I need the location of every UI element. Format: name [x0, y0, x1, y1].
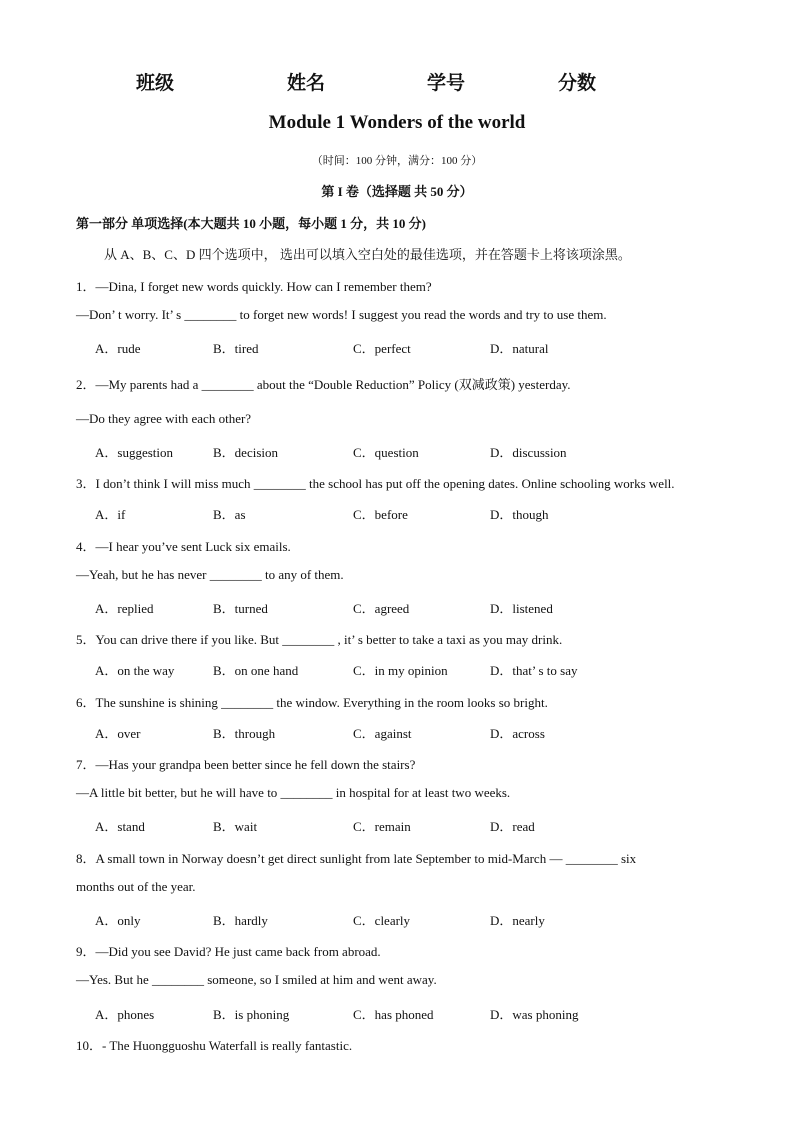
question-7-options [95, 816, 695, 834]
option-b: B．is phoning [213, 1007, 290, 1022]
question-2-stem: 2．—My parents had a ________ about the “Double Reduction” Policy (双减政策) yesterday. [76, 377, 571, 392]
option-a: A．phones [95, 1007, 155, 1022]
option-d: D．read [490, 819, 535, 834]
option-b: B．tired [213, 341, 259, 356]
name-label: 姓名 [287, 73, 326, 94]
option-b: B．through [213, 726, 276, 741]
question-3-options [95, 504, 695, 522]
option-a: A．stand [95, 819, 145, 834]
option-d: D．nearly [490, 913, 545, 928]
question-8-options [95, 910, 695, 928]
option-a: A．only [95, 913, 141, 928]
option-d: D．across [490, 726, 545, 741]
question-5-options [95, 660, 695, 678]
page-title: Module 1 Wonders of the world [268, 112, 526, 133]
question-4-stem-line2: —Yeah, but he has never ________ to any of them. [76, 567, 344, 582]
question-6-stem: 6．The sunshine is shining ________ the window. Everything in the room looks so bright. [76, 695, 548, 710]
question-1-stem-line2: —Don’ t worry. It’ s ________ to forget new words! I suggest you read the words and try to use them. [76, 307, 607, 322]
question-1-options [95, 338, 695, 356]
score-label: 分数 [558, 73, 597, 94]
option-b: B．on one hand [213, 663, 299, 678]
option-b: B．hardly [213, 913, 268, 928]
option-a: A．on the way [95, 663, 175, 678]
option-b: B．decision [213, 445, 278, 460]
option-c: C．agreed [353, 601, 410, 616]
question-4-stem: 4．—I hear you’ve sent Luck six emails. [76, 539, 291, 554]
question-10-stem: 10．- The Huongguoshu Waterfall is really fantastic. [76, 1038, 353, 1053]
question-7-stem: 7．—Has your grandpa been better since he fell down the stairs? [76, 757, 416, 772]
option-d: D．discussion [490, 445, 567, 460]
class-label: 班级 [136, 73, 175, 94]
option-c: C．against [353, 726, 412, 741]
question-9-options [95, 1004, 695, 1022]
option-b: B．wait [213, 819, 258, 834]
option-b: B．as [213, 507, 246, 522]
option-d: D．though [490, 507, 549, 522]
option-c: C．has phoned [353, 1007, 434, 1022]
option-d: D．that’ s to say [490, 663, 578, 678]
question-9-stem: 9．—Did you see David? He just came back from abroad. [76, 944, 381, 959]
question-8-stem-line2: months out of the year. [76, 879, 196, 894]
volume-heading: 第 I 卷（选择题 共 50 分） [321, 184, 473, 199]
option-a: A．rude [95, 341, 141, 356]
question-2-options [95, 442, 695, 460]
option-a: A．over [95, 726, 141, 741]
option-d: D．listened [490, 601, 553, 616]
student-id-label: 学号 [427, 73, 466, 94]
question-5-stem: 5．You can drive there if you like. But ________ , it’ s better to take a taxi as you may drink. [76, 632, 563, 647]
header-fields [0, 68, 794, 94]
option-d: D．natural [490, 341, 549, 356]
option-c: C．remain [353, 819, 411, 834]
question-7-stem-line2: —A little bit better, but he will have to ________ in hospital for at least two weeks. [76, 785, 511, 800]
section-heading: 第一部分 单项选择(本大题共 10 小题，每小题 1 分，共 10 分) [76, 216, 426, 231]
option-c: C．clearly [353, 913, 411, 928]
question-9-stem-line2: —Yes. But he ________ someone, so I smiled at him and went away. [76, 972, 437, 987]
section-instruction: 从 A、B、C、D 四个选项中， 选出可以填入空白处的最佳选项，并在答题卡上将该项涂黑。 [104, 247, 631, 262]
question-3-stem: 3．I don’t think I will miss much ________ the school has put off the opening dates. Online schooling works well. [76, 476, 675, 491]
option-b: B．turned [213, 601, 268, 616]
question-4-options [95, 598, 695, 616]
option-d: D．was phoning [490, 1007, 579, 1022]
option-a: A．if [95, 507, 126, 522]
question-8-stem: 8．A small town in Norway doesn’t get direct sunlight from late September to mid-March — ________ six [76, 851, 637, 866]
exam-info: （时间：100 分钟，满分：100 分） [311, 155, 483, 167]
question-1-stem: 1．—Dina, I forget new words quickly. How can I remember them? [76, 279, 432, 294]
option-a: A．replied [95, 601, 154, 616]
option-c: C．question [353, 445, 419, 460]
question-2-stem-line2: —Do they agree with each other? [76, 411, 252, 426]
option-c: C．before [353, 507, 408, 522]
option-c: C．in my opinion [353, 663, 448, 678]
option-a: A．suggestion [95, 445, 174, 460]
question-6-options [95, 723, 695, 741]
option-c: C．perfect [353, 341, 411, 356]
